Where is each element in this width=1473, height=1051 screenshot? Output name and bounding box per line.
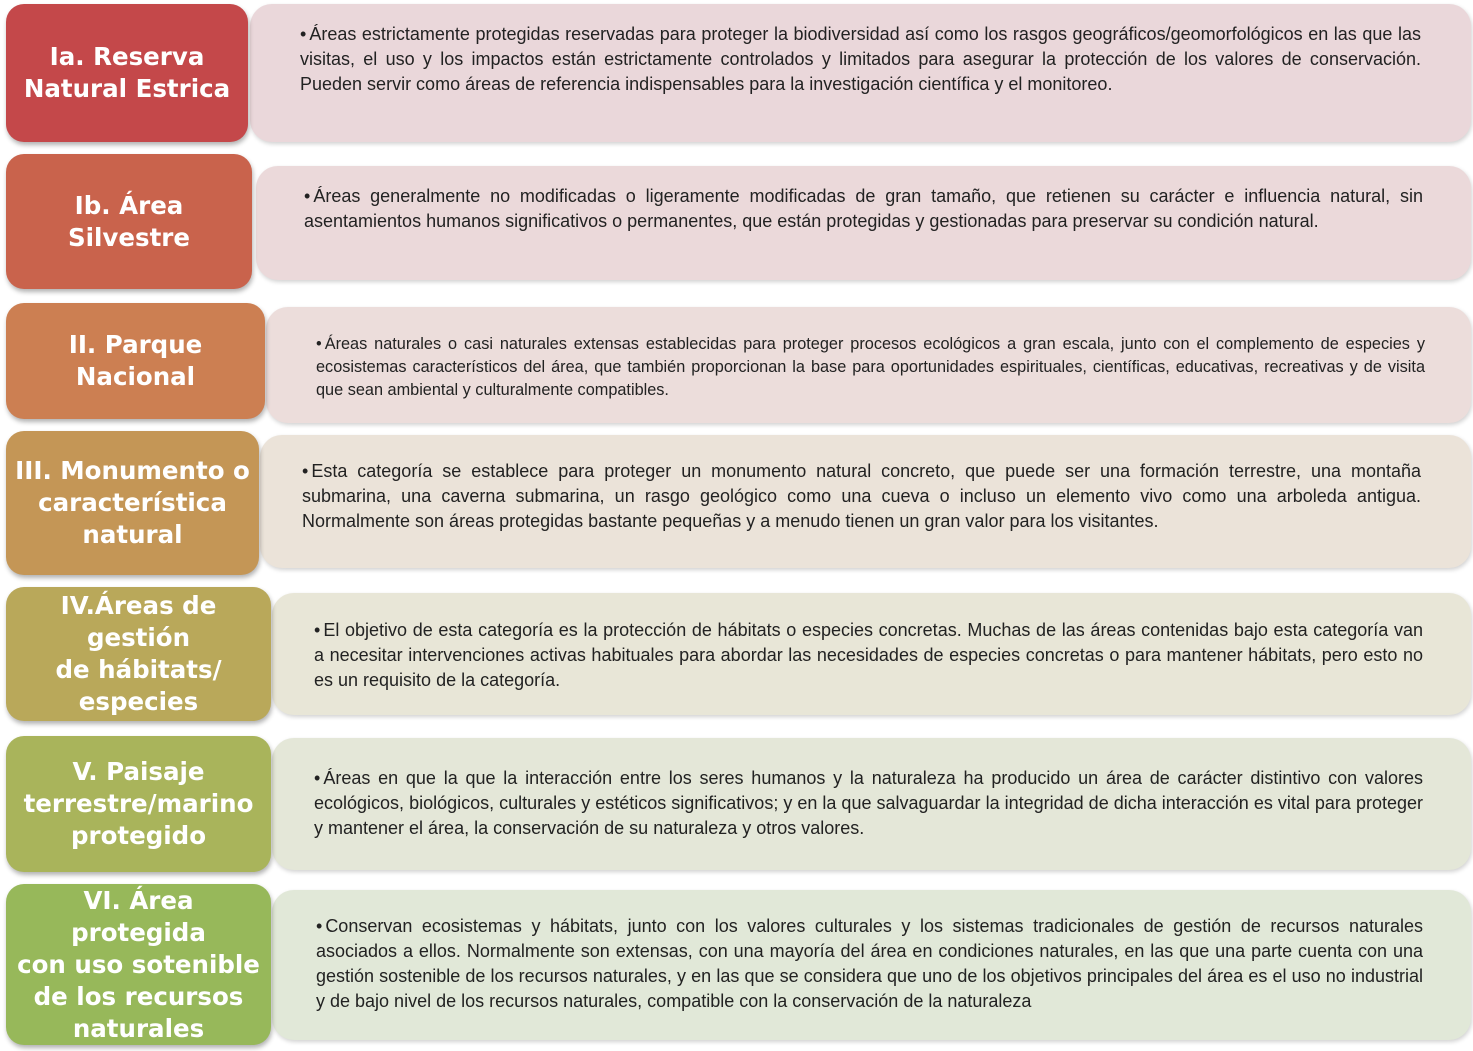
category-label-line: Natural Estrica [23, 74, 231, 103]
category-label-line: VI. Área protegida [71, 885, 206, 947]
category-row-vi [0, 884, 1473, 1045]
category-row-ia [0, 4, 1473, 142]
category-label-v [6, 736, 271, 872]
category-description-ia [250, 4, 1471, 142]
bullet: • [316, 335, 322, 353]
category-row-iv [0, 587, 1473, 721]
category-label-line: Ib. Área Silvestre [67, 190, 191, 252]
bullet: • [314, 620, 321, 640]
category-description-ib [256, 166, 1471, 280]
description-text: Áreas estrictamente protegidas reservadas para proteger la biodiversidad así como los rasgos geográficos/geomorfológicos en las que las visitas, el uso y los impactos están estrictamente controlados y limitados para asegurar la protección de los valores de conservación. Pueden servir como áreas de referencia indispensables para la investigación científica y el monitoreo. [300, 24, 1421, 94]
bullet: • [314, 768, 321, 788]
category-label-line: especies [78, 687, 199, 716]
category-label-line: IV.Áreas de gestión [60, 591, 217, 652]
description-text: Esta categoría se establece para proteger un monumento natural concreto, que puede ser una formación terrestre, una montaña submarina, una caverna submarina, un rasgo geológico como una cueva o incluso un elemento vivo como una arboleda antigua. Normalmente son áreas protegidas bastante pequeñas y a menudo tienen un gran valor para los visitantes. [302, 461, 1421, 531]
category-description-iv [272, 593, 1471, 715]
category-label-line: con uso sotenible [17, 949, 260, 979]
category-label-ia [6, 4, 248, 142]
category-label-line: II. Parque Nacional [68, 330, 203, 391]
category-label-line: natural [82, 520, 183, 549]
category-description-v [272, 738, 1471, 870]
category-row-iii [0, 431, 1473, 575]
category-label-line: terrestre/marino [23, 789, 254, 818]
category-description-iii [260, 435, 1471, 568]
description-text: El objetivo de esta categoría es la protección de hábitats o especies concretas. Muchas de las áreas contenidas bajo esta categoría van a necesitar intervenciones activas habituales para abordar las necesidades de especies concretas o para mantener hábitats, pero esto no es un requisito de la categoría. [314, 620, 1423, 690]
category-label-line: característica [38, 488, 227, 517]
category-row-ib [0, 154, 1473, 289]
description-text: Áreas naturales o casi naturales extensas establecidas para proteger procesos ecológicos a gran escala, junto con el complemento de especies y ecosistemas característicos del área, que también proporcionan la base para oportunidades espirituales, científicas, educativas, recreativas y de visita que sean ambiental y culturalmente compatibles. [316, 335, 1425, 399]
description-text: Áreas generalmente no modificadas o ligeramente modificadas de gran tamaño, que retienen su carácter e influencia natural, sin asentamientos humanos significativos o permanentes, que están protegidas y gestionadas para preservar su condición natural. [304, 186, 1423, 231]
category-description-vi [272, 890, 1471, 1040]
category-label-ii [6, 303, 265, 419]
bullet: • [300, 24, 307, 44]
category-label-line: naturales [72, 1013, 205, 1043]
category-label-line: Ia. Reserva [49, 42, 205, 71]
category-label-ib [6, 154, 252, 289]
category-row-ii [0, 303, 1473, 419]
category-label-line: protegido [70, 821, 207, 850]
category-row-v [0, 736, 1473, 872]
category-label-line: V. Paisaje [72, 757, 205, 786]
category-label-line: de hábitats/ [55, 655, 222, 684]
category-label-line: III. Monumento o [15, 456, 250, 485]
category-label-iv [6, 587, 271, 721]
bullet: • [316, 916, 323, 936]
category-description-ii [266, 307, 1471, 423]
category-label-iii [6, 431, 259, 575]
bullet: • [302, 461, 309, 481]
category-label-line: de los recursos [33, 981, 244, 1011]
bullet: • [304, 186, 311, 206]
description-text: Áreas en que la que la interacción entre los seres humanos y la naturaleza ha producido un área de carácter distintivo con valores ecológicos, biológicos, culturales y estéticos significativos; y en la que salvaguardar la integridad de dicha interacción es vital para proteger y mantener el área, la conservación de su naturaleza y otros valores. [314, 768, 1423, 838]
category-label-vi [6, 884, 271, 1045]
description-text: Conservan ecosistemas y hábitats, junto con los valores culturales y los sistemas tradicionales de gestión de recursos naturales asociados a ellos. Normalmente son extensas, con una mayoría del área en condiciones naturales, en las que una parte cuenta con una gestión sostenible de los recursos naturales, y en las que se considera que uno de los objetivos principales del área es el uso no industrial y de bajo nivel de los recursos naturales, compatible con la conservación de la naturaleza [316, 916, 1423, 1011]
